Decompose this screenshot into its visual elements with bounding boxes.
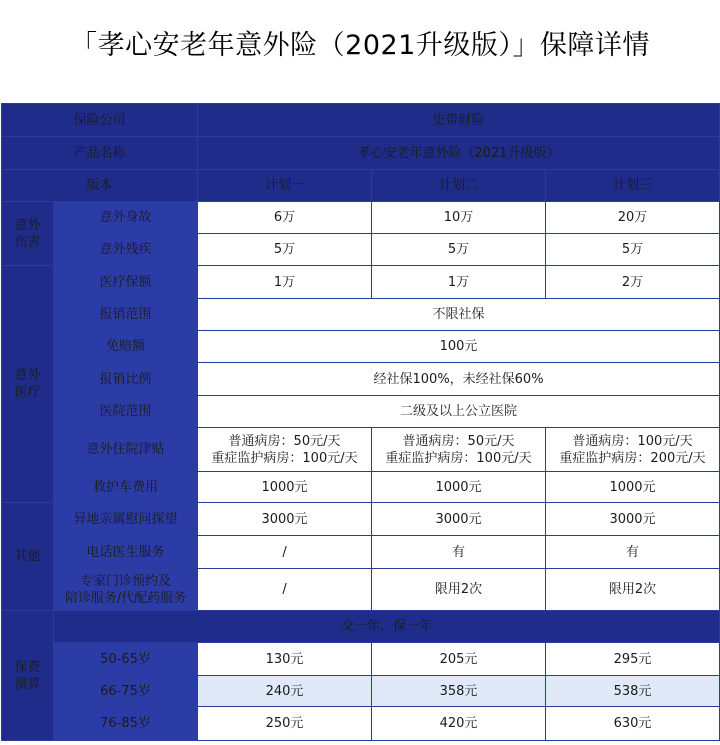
- premium-value: 538元: [546, 676, 720, 707]
- phone-doctor-row: [2, 536, 720, 569]
- group-premium: 保费 测算: [2, 611, 54, 741]
- premium-row: [2, 676, 720, 707]
- cell-value: 5万: [546, 234, 720, 266]
- row-label: 免赔额: [54, 331, 198, 363]
- age-label: 76-85岁: [54, 707, 198, 741]
- premium-value: 630元: [546, 707, 720, 741]
- plan-1-header: 计划一: [198, 170, 372, 202]
- premium-row: [2, 643, 720, 676]
- cell-value: 10万: [372, 202, 546, 234]
- premium-row: [2, 707, 720, 741]
- row-label: 报销比例: [54, 363, 198, 396]
- cell-value: 普通病房：100元/天 重症监护病房：200元/天: [546, 428, 720, 472]
- version-row: [2, 170, 720, 202]
- accidental-death-row: [2, 202, 720, 234]
- page-title: 「孝心安老年意外险（2021升级版）」保障详情: [70, 30, 650, 61]
- cell-value: 1000元: [198, 472, 372, 503]
- accidental-disability-row: [2, 234, 720, 266]
- row-label: 异地亲属慰问探望: [54, 503, 198, 536]
- row-label: 意外住院津贴: [54, 428, 198, 472]
- premium-value: 130元: [198, 643, 372, 676]
- cell-value: 1万: [372, 266, 546, 299]
- hospital-scope-row: [2, 396, 720, 428]
- expert-service-row: [2, 569, 720, 611]
- plan-3-header: 计划三: [546, 170, 720, 202]
- ambulance-row: [2, 472, 720, 503]
- premium-value: 240元: [198, 676, 372, 707]
- reimb-ratio-row: [2, 363, 720, 396]
- cell-value: 5万: [372, 234, 546, 266]
- row-label: 意外身故: [54, 202, 198, 234]
- group-accident-medical: 意外 医疗: [2, 266, 54, 503]
- cell-value: /: [198, 569, 372, 611]
- company-label: 保险公司: [2, 104, 198, 137]
- age-label: 66-75岁: [54, 676, 198, 707]
- row-label: 救护车费用: [54, 472, 198, 503]
- product-label: 产品名称: [2, 137, 198, 170]
- company-value: 史带财险: [198, 104, 720, 137]
- cell-value: 20万: [546, 202, 720, 234]
- plan-2-header: 计划二: [372, 170, 546, 202]
- hospital-allowance-row: [2, 428, 720, 472]
- cell-value: 5万: [198, 234, 372, 266]
- row-label: 意外残疾: [54, 234, 198, 266]
- premium-value: 295元: [546, 643, 720, 676]
- premium-value: 420元: [372, 707, 546, 741]
- cell-value: 1000元: [372, 472, 546, 503]
- row-label: 电话医生服务: [54, 536, 198, 569]
- relative-visit-row: [2, 503, 720, 536]
- cell-value: 3000元: [198, 503, 372, 536]
- cell-value: 2万: [546, 266, 720, 299]
- cell-value: 有: [372, 536, 546, 569]
- age-label: 50-65岁: [54, 643, 198, 676]
- company-row: [2, 104, 720, 137]
- cell-value: 普通病房：50元/天 重症监护病房：100元/天: [198, 428, 372, 472]
- product-value: 孝心安老年意外险（2021升级版）: [198, 137, 720, 170]
- coverage-table: [1, 103, 720, 741]
- premium-value: 205元: [372, 643, 546, 676]
- row-label: 专家门诊预约及 陪诊服务/代配药服务: [54, 569, 198, 611]
- cell-value: 二级及以上公立医院: [198, 396, 720, 428]
- cell-value: 3000元: [546, 503, 720, 536]
- cell-value: 3000元: [372, 503, 546, 536]
- group-accident-injury: 意外 伤害: [2, 202, 54, 266]
- row-label: 医院范围: [54, 396, 198, 428]
- cell-value: 有: [546, 536, 720, 569]
- row-label: 医疗保额: [54, 266, 198, 299]
- premium-term: 交一年，保一年: [54, 611, 720, 643]
- cell-value: 1000元: [546, 472, 720, 503]
- row-label: 报销范围: [54, 299, 198, 331]
- cell-value: 6万: [198, 202, 372, 234]
- group-other: 其他: [2, 503, 54, 611]
- version-label: 版本: [2, 170, 198, 202]
- medical-amount-row: [2, 266, 720, 299]
- cell-value: 限用2次: [546, 569, 720, 611]
- cell-value: 100元: [198, 331, 720, 363]
- premium-term-row: [2, 611, 720, 643]
- deductible-row: [2, 331, 720, 363]
- cell-value: 经社保100%，未经社保60%: [198, 363, 720, 396]
- product-row: [2, 137, 720, 170]
- cell-value: 不限社保: [198, 299, 720, 331]
- cell-value: 普通病房：50元/天 重症监护病房：100元/天: [372, 428, 546, 472]
- cell-value: /: [198, 536, 372, 569]
- reimb-scope-row: [2, 299, 720, 331]
- premium-value: 358元: [372, 676, 546, 707]
- cell-value: 1万: [198, 266, 372, 299]
- cell-value: 限用2次: [372, 569, 546, 611]
- premium-value: 250元: [198, 707, 372, 741]
